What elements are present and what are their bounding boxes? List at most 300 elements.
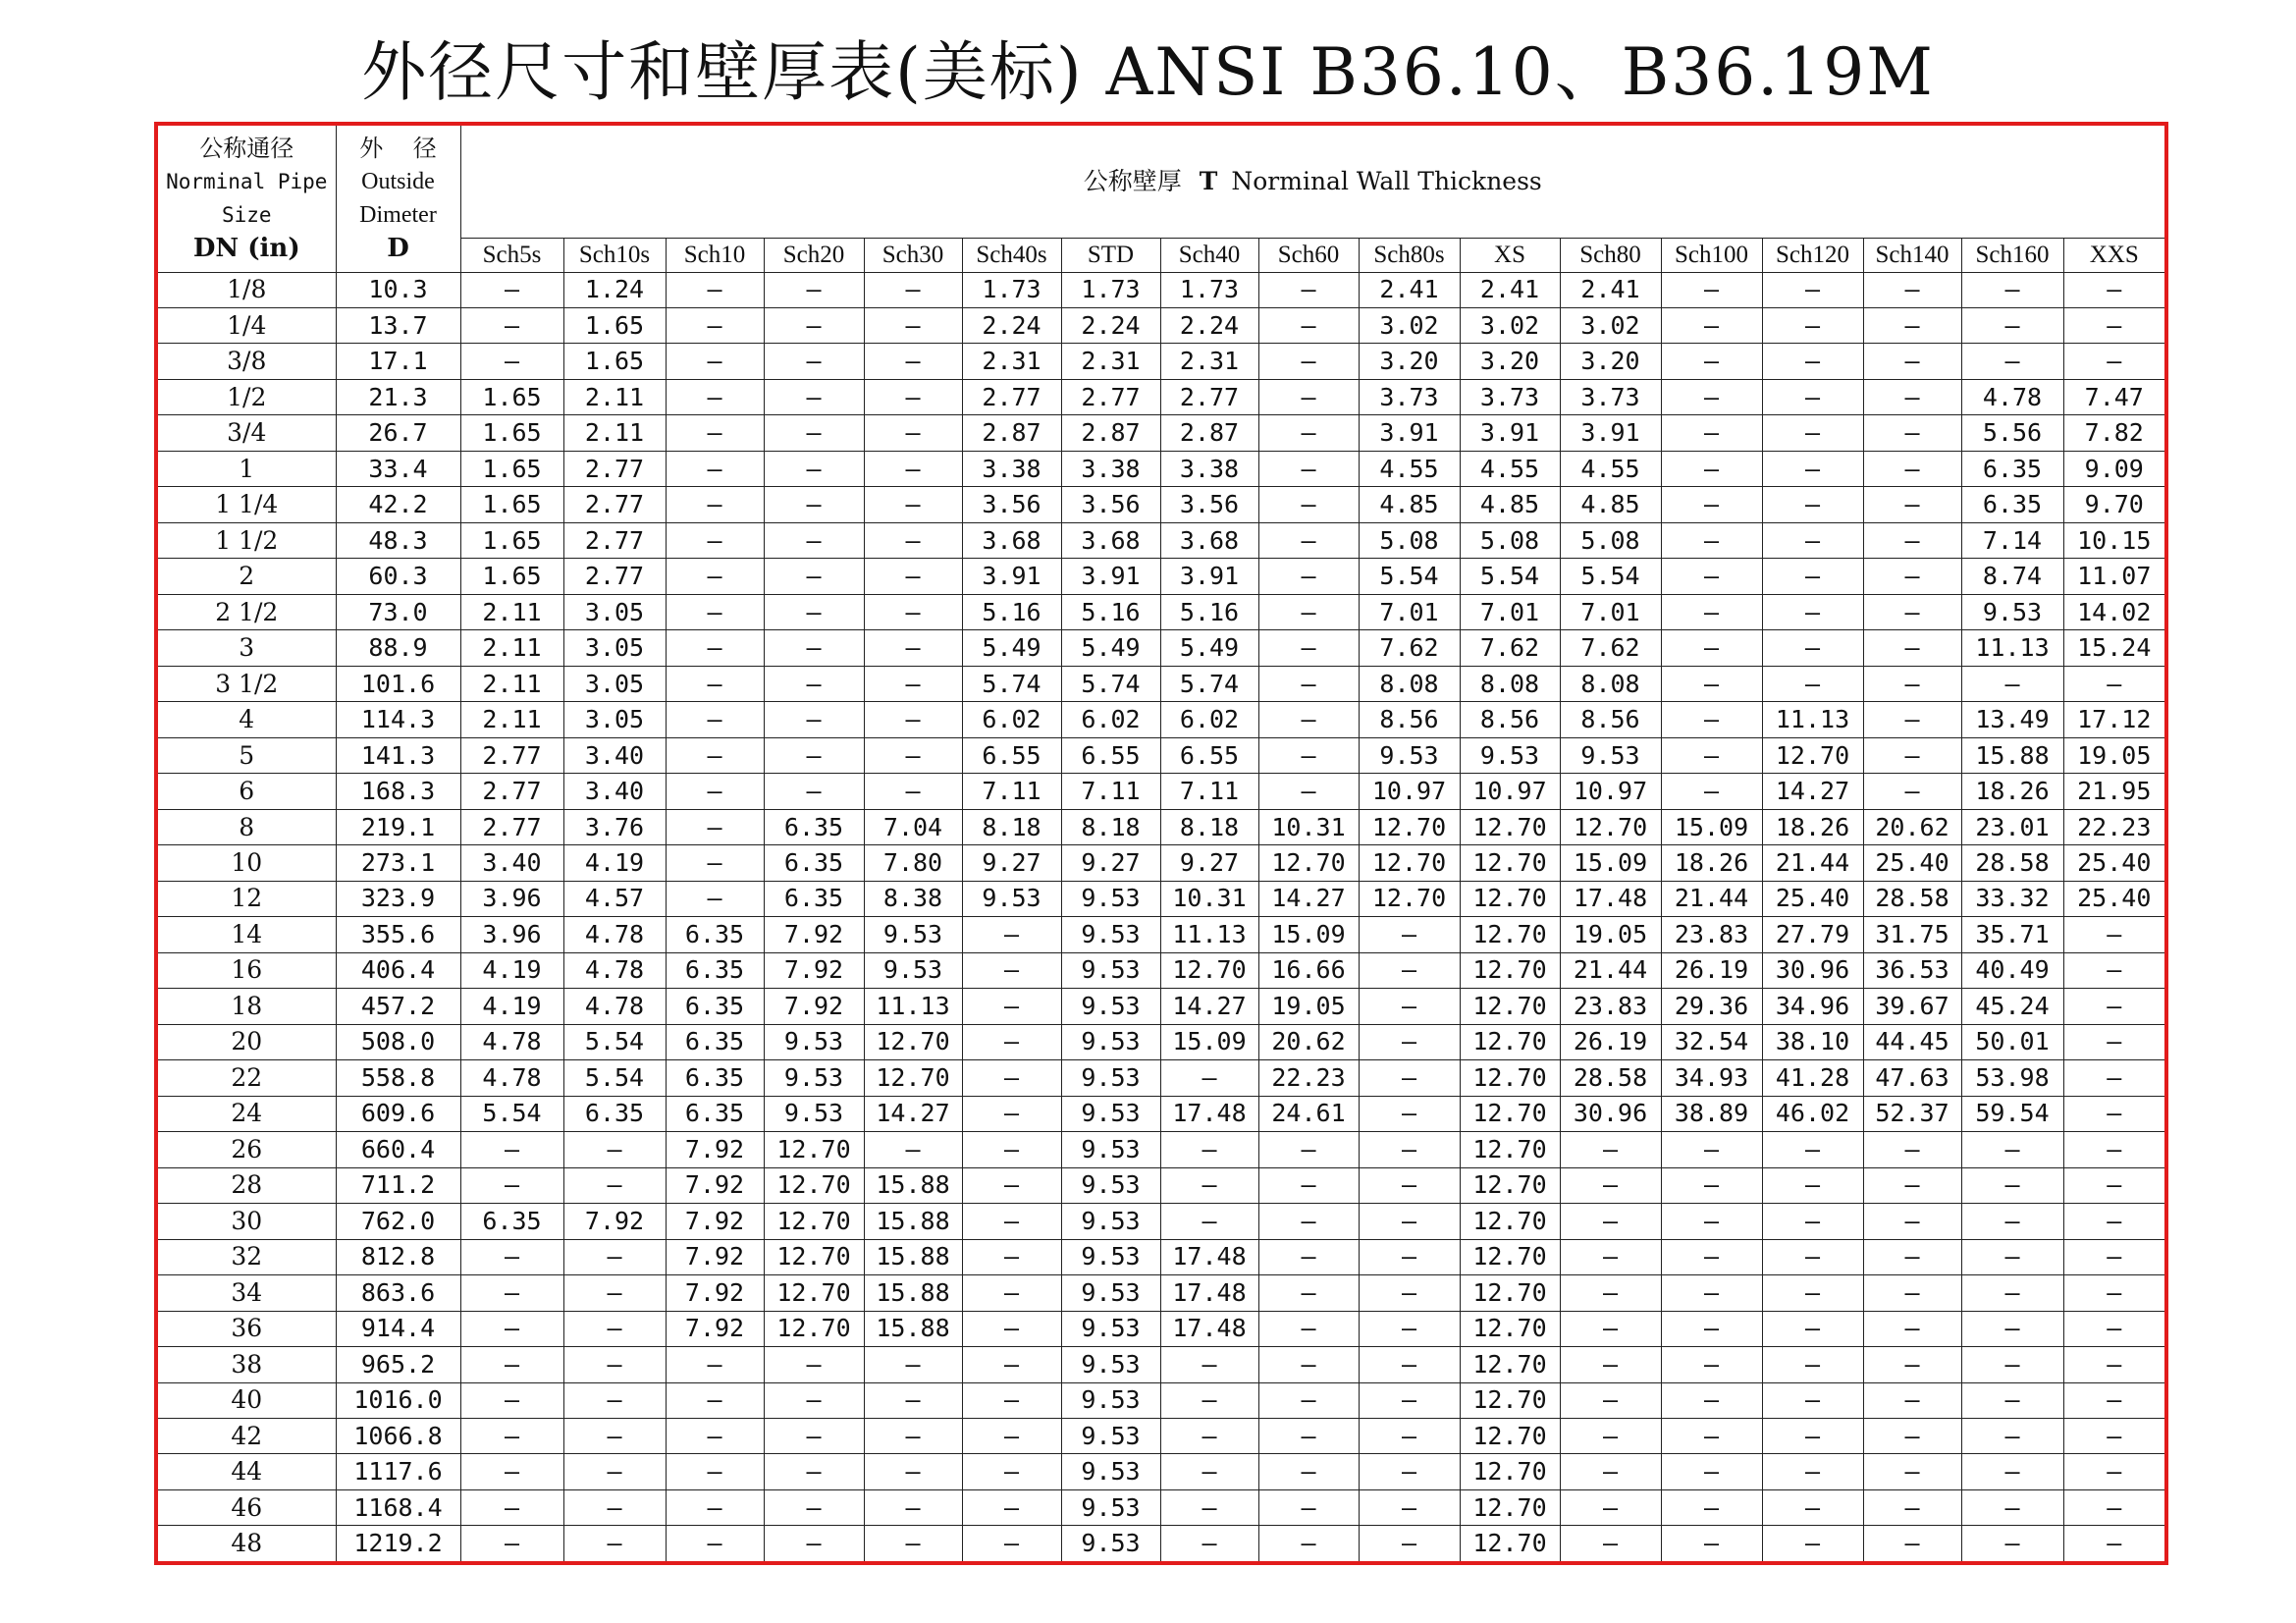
wall-thickness-cell: — <box>864 1132 962 1167</box>
wall-thickness-cell: 11.07 <box>2063 559 2164 594</box>
nominal-size-cell: 2 <box>158 559 336 594</box>
wall-thickness-cell: — <box>666 702 764 737</box>
wall-thickness-cell: — <box>1863 630 1961 666</box>
wall-thickness-cell: — <box>1258 1419 1359 1454</box>
nominal-size-cell: 24 <box>158 1096 336 1131</box>
nominal-size-cell: 1 <box>158 451 336 486</box>
wall-thickness-cell: 3.76 <box>563 809 666 844</box>
wall-thickness-cell: 12.70 <box>1359 881 1460 916</box>
wall-thickness-cell: 25.40 <box>2063 881 2164 916</box>
wall-thickness-cell: 8.18 <box>1160 809 1258 844</box>
wall-thickness-cell: 6.02 <box>1160 702 1258 737</box>
outside-diameter-cell: 1168.4 <box>336 1489 460 1525</box>
wall-thickness-cell: — <box>764 594 864 629</box>
table-row <box>158 1060 2164 1096</box>
schedule-header-cell: Sch20 <box>764 238 864 272</box>
wall-thickness-cell: 2.77 <box>563 451 666 486</box>
wall-thickness-cell: 2.24 <box>1160 307 1258 343</box>
wall-thickness-cell: 2.87 <box>962 415 1061 451</box>
wall-thickness-cell: 8.74 <box>1961 559 2063 594</box>
wall-thickness-cell: — <box>1258 379 1359 414</box>
wall-thickness-cell: 8.08 <box>1460 666 1560 701</box>
wall-thickness-cell: 7.62 <box>1359 630 1460 666</box>
wall-thickness-cell: 9.27 <box>1160 845 1258 881</box>
header-od-label: D <box>387 234 409 264</box>
wall-thickness-cell: — <box>1258 487 1359 522</box>
table-row <box>158 522 2164 558</box>
table-row <box>158 809 2164 844</box>
wall-thickness-cell: 2.11 <box>563 415 666 451</box>
wall-thickness-cell: — <box>460 1419 563 1454</box>
wall-thickness-cell: 17.48 <box>1160 1275 1258 1311</box>
wall-thickness-cell: 5.16 <box>1160 594 1258 629</box>
wall-thickness-cell: 8.56 <box>1359 702 1460 737</box>
outside-diameter-cell: 965.2 <box>336 1347 460 1382</box>
wall-thickness-cell: — <box>666 809 764 844</box>
wall-thickness-cell: 25.40 <box>1863 845 1961 881</box>
wall-thickness-cell: 3.73 <box>1460 379 1560 414</box>
header-od <box>336 126 460 272</box>
wall-thickness-cell: — <box>1359 952 1460 988</box>
outside-diameter-cell: 141.3 <box>336 737 460 773</box>
wall-thickness-cell: — <box>2063 1167 2164 1203</box>
wall-thickness-cell: 2.77 <box>1061 379 1160 414</box>
wall-thickness-cell: — <box>563 1454 666 1489</box>
wall-thickness-cell: 12.70 <box>1460 952 1560 988</box>
wall-thickness-cell: 15.24 <box>2063 630 2164 666</box>
wall-thickness-cell: — <box>1961 1311 2063 1346</box>
nominal-size-cell: 10 <box>158 845 336 881</box>
table-row <box>158 1489 2164 1525</box>
wall-thickness-cell: 12.70 <box>864 1024 962 1059</box>
nominal-size-cell: 36 <box>158 1311 336 1346</box>
wall-thickness-cell: — <box>666 487 764 522</box>
wall-thickness-cell: — <box>864 487 962 522</box>
wall-thickness-cell: 3.68 <box>962 522 1061 558</box>
wall-thickness-cell: — <box>1160 1454 1258 1489</box>
wall-thickness-cell: — <box>1762 344 1863 379</box>
wall-thickness-cell: — <box>1661 1275 1762 1311</box>
wall-thickness-cell: 18.26 <box>1661 845 1762 881</box>
wall-thickness-cell: 15.88 <box>864 1204 962 1239</box>
wall-thickness-cell: — <box>764 487 864 522</box>
wall-thickness-cell: 2.24 <box>1061 307 1160 343</box>
outside-diameter-cell: 762.0 <box>336 1204 460 1239</box>
wall-thickness-cell: 40.49 <box>1961 952 2063 988</box>
wall-thickness-cell: 3.38 <box>1061 451 1160 486</box>
header-dn-cn: 公称通径 <box>199 135 294 163</box>
wall-thickness-cell: 17.12 <box>2063 702 2164 737</box>
wall-thickness-cell: 9.53 <box>1061 989 1160 1024</box>
wall-thickness-cell: 2.11 <box>460 702 563 737</box>
wall-thickness-cell: — <box>2063 1275 2164 1311</box>
outside-diameter-cell: 73.0 <box>336 594 460 629</box>
wall-thickness-cell: — <box>2063 1060 2164 1096</box>
wall-thickness-cell: 9.53 <box>864 952 962 988</box>
wall-thickness-cell: — <box>1863 1419 1961 1454</box>
wall-thickness-cell: 5.08 <box>1560 522 1661 558</box>
wall-thickness-cell: — <box>1863 1275 1961 1311</box>
wall-thickness-cell: — <box>764 1419 864 1454</box>
wall-thickness-cell: — <box>666 344 764 379</box>
wall-thickness-cell: — <box>2063 1489 2164 1525</box>
wall-thickness-cell: 2.24 <box>962 307 1061 343</box>
wall-thickness-cell: 4.85 <box>1359 487 1460 522</box>
wall-thickness-cell: 9.53 <box>1061 952 1160 988</box>
wall-thickness-cell: — <box>1258 307 1359 343</box>
wall-thickness-cell: — <box>1863 702 1961 737</box>
wall-thickness-cell: — <box>1961 1347 2063 1382</box>
wall-thickness-cell: 2.41 <box>1460 272 1560 307</box>
wall-thickness-cell: — <box>1661 487 1762 522</box>
wall-thickness-cell: — <box>764 307 864 343</box>
wall-thickness-cell: 35.71 <box>1961 917 2063 952</box>
wall-thickness-cell: 10.97 <box>1359 774 1460 809</box>
header-wall-thickness <box>460 126 2164 238</box>
wall-thickness-cell: 1.65 <box>460 487 563 522</box>
wall-thickness-cell: 12.70 <box>1160 952 1258 988</box>
wall-thickness-cell: — <box>764 1489 864 1525</box>
wall-thickness-cell: — <box>666 630 764 666</box>
wall-thickness-cell: 6.35 <box>666 917 764 952</box>
wall-thickness-cell: — <box>864 1489 962 1525</box>
wall-thickness-cell: 12.70 <box>1460 1167 1560 1203</box>
nominal-size-cell: 14 <box>158 917 336 952</box>
wall-thickness-cell: — <box>1160 1489 1258 1525</box>
wall-thickness-cell: 3.38 <box>962 451 1061 486</box>
table-row <box>158 845 2164 881</box>
wall-thickness-cell: — <box>864 1526 962 1561</box>
wall-thickness-cell: 3.02 <box>1359 307 1460 343</box>
wall-thickness-cell: 21.44 <box>1762 845 1863 881</box>
wall-thickness-cell: — <box>666 774 764 809</box>
wall-thickness-cell: — <box>1359 1382 1460 1418</box>
wall-thickness-cell: 5.74 <box>962 666 1061 701</box>
wall-thickness-cell: — <box>1863 1132 1961 1167</box>
wall-thickness-cell: — <box>864 1419 962 1454</box>
wall-thickness-cell: — <box>666 415 764 451</box>
nominal-size-cell: 26 <box>158 1132 336 1167</box>
wall-thickness-cell: — <box>460 344 563 379</box>
wall-thickness-cell: — <box>1762 379 1863 414</box>
table-row <box>158 737 2164 773</box>
wall-thickness-cell: — <box>1661 1489 1762 1525</box>
schedule-header-cell: Sch100 <box>1661 238 1762 272</box>
wall-thickness-cell: — <box>962 1060 1061 1096</box>
wall-thickness-cell: 3.38 <box>1160 451 1258 486</box>
wall-thickness-cell: — <box>1762 1167 1863 1203</box>
wall-thickness-cell: 12.70 <box>1460 1132 1560 1167</box>
wall-thickness-cell: 3.73 <box>1359 379 1460 414</box>
wall-thickness-cell: — <box>1961 1419 2063 1454</box>
wall-thickness-cell: 2.41 <box>1359 272 1460 307</box>
wall-thickness-cell: — <box>460 1489 563 1525</box>
wall-thickness-cell: 5.08 <box>1359 522 1460 558</box>
wall-thickness-cell: 24.61 <box>1258 1096 1359 1131</box>
wall-thickness-cell: — <box>764 379 864 414</box>
wall-thickness-cell: 17.48 <box>1160 1239 1258 1274</box>
wall-thickness-cell: — <box>1863 594 1961 629</box>
wall-thickness-cell: 1.65 <box>460 379 563 414</box>
wall-thickness-cell: 2.87 <box>1160 415 1258 451</box>
wall-thickness-cell: — <box>1863 1526 1961 1561</box>
wall-thickness-cell: 12.70 <box>1460 1526 1560 1561</box>
outside-diameter-cell: 88.9 <box>336 630 460 666</box>
wall-thickness-cell: — <box>1258 272 1359 307</box>
wall-thickness-cell: — <box>1359 1239 1460 1274</box>
wall-thickness-cell: 7.92 <box>764 917 864 952</box>
wall-thickness-cell: 36.53 <box>1863 952 1961 988</box>
wall-thickness-cell: 7.92 <box>666 1167 764 1203</box>
wall-thickness-cell: — <box>460 272 563 307</box>
wall-thickness-cell: — <box>1762 307 1863 343</box>
wall-thickness-cell: — <box>1863 559 1961 594</box>
wall-thickness-cell: 4.78 <box>1961 379 2063 414</box>
wall-thickness-cell: — <box>864 774 962 809</box>
wall-thickness-cell: — <box>1560 1526 1661 1561</box>
wall-thickness-cell: 1.73 <box>1160 272 1258 307</box>
wall-thickness-cell: 7.92 <box>764 989 864 1024</box>
header-od-en2: Dimeter <box>359 202 437 229</box>
wall-thickness-cell: — <box>764 415 864 451</box>
wall-thickness-cell: 13.49 <box>1961 702 2063 737</box>
wall-thickness-cell: 6.02 <box>1061 702 1160 737</box>
wall-thickness-cell: 9.27 <box>1061 845 1160 881</box>
outside-diameter-cell: 914.4 <box>336 1311 460 1346</box>
wall-thickness-cell: 34.93 <box>1661 1060 1762 1096</box>
table-row <box>158 1454 2164 1489</box>
wall-thickness-cell: 7.82 <box>2063 415 2164 451</box>
wall-thickness-cell: — <box>1258 1167 1359 1203</box>
wall-thickness-cell: 52.37 <box>1863 1096 1961 1131</box>
wall-thickness-cell: — <box>2063 272 2164 307</box>
nominal-size-cell: 5 <box>158 737 336 773</box>
wall-thickness-cell: 9.53 <box>1061 1454 1160 1489</box>
table-row <box>158 1275 2164 1311</box>
wall-thickness-cell: 2.11 <box>460 594 563 629</box>
nominal-size-cell: 28 <box>158 1167 336 1203</box>
wall-thickness-cell: — <box>1661 737 1762 773</box>
wall-thickness-cell: — <box>666 272 764 307</box>
header-wall-t: T <box>1199 166 1218 195</box>
wall-thickness-cell: 7.04 <box>864 809 962 844</box>
wall-thickness-cell: — <box>1762 1204 1863 1239</box>
outside-diameter-cell: 863.6 <box>336 1275 460 1311</box>
table-row <box>158 1347 2164 1382</box>
wall-thickness-cell: — <box>864 415 962 451</box>
wall-thickness-cell: — <box>1560 1311 1661 1346</box>
wall-thickness-cell: — <box>1961 1239 2063 1274</box>
schedule-header-cell: Sch160 <box>1961 238 2063 272</box>
wall-thickness-cell: — <box>563 1382 666 1418</box>
wall-thickness-cell: 5.54 <box>563 1060 666 1096</box>
schedule-header-cell: Sch40s <box>962 238 1061 272</box>
nominal-size-cell: 42 <box>158 1419 336 1454</box>
wall-thickness-cell: 7.92 <box>666 1239 764 1274</box>
schedule-header-cell: Sch60 <box>1258 238 1359 272</box>
wall-thickness-cell: 6.35 <box>666 952 764 988</box>
wall-thickness-cell: — <box>1863 737 1961 773</box>
wall-thickness-cell: 3.56 <box>1160 487 1258 522</box>
wall-thickness-cell: — <box>1160 1204 1258 1239</box>
wall-thickness-cell: 12.70 <box>1460 1347 1560 1382</box>
wall-thickness-cell: 12.70 <box>764 1204 864 1239</box>
wall-thickness-cell: 26.19 <box>1661 952 1762 988</box>
outside-diameter-cell: 10.3 <box>336 272 460 307</box>
table-row <box>158 952 2164 988</box>
wall-thickness-cell: 19.05 <box>1258 989 1359 1024</box>
wall-thickness-cell: — <box>1560 1419 1661 1454</box>
wall-thickness-cell: — <box>1661 1347 1762 1382</box>
wall-thickness-cell: 6.55 <box>962 737 1061 773</box>
wall-thickness-cell: 5.74 <box>1160 666 1258 701</box>
nominal-size-cell: 48 <box>158 1526 336 1561</box>
wall-thickness-cell: 2.31 <box>1160 344 1258 379</box>
wall-thickness-cell: 3.20 <box>1460 344 1560 379</box>
wall-thickness-cell: — <box>1661 415 1762 451</box>
table-row <box>158 1382 2164 1418</box>
wall-thickness-cell: 5.49 <box>962 630 1061 666</box>
outside-diameter-cell: 168.3 <box>336 774 460 809</box>
wall-thickness-cell: 4.19 <box>460 989 563 1024</box>
table-row <box>158 1311 2164 1346</box>
nominal-size-cell: 44 <box>158 1454 336 1489</box>
wall-thickness-cell: — <box>666 1419 764 1454</box>
wall-thickness-cell: — <box>1560 1275 1661 1311</box>
wall-thickness-cell: — <box>2063 666 2164 701</box>
table-row <box>158 630 2164 666</box>
wall-thickness-cell: — <box>764 344 864 379</box>
wall-thickness-cell: 22.23 <box>1258 1060 1359 1096</box>
wall-thickness-cell: — <box>2063 989 2164 1024</box>
wall-thickness-cell: — <box>1863 451 1961 486</box>
wall-thickness-cell: — <box>1661 379 1762 414</box>
nominal-size-cell: 30 <box>158 1204 336 1239</box>
wall-thickness-cell: — <box>2063 1024 2164 1059</box>
wall-thickness-cell: 38.89 <box>1661 1096 1762 1131</box>
wall-thickness-cell: 6.55 <box>1061 737 1160 773</box>
outside-diameter-cell: 219.1 <box>336 809 460 844</box>
table-row <box>158 1167 2164 1203</box>
nominal-size-cell: 40 <box>158 1382 336 1418</box>
outside-diameter-cell: 812.8 <box>336 1239 460 1274</box>
wall-thickness-cell: — <box>1661 666 1762 701</box>
wall-thickness-cell: 12.70 <box>1460 1275 1560 1311</box>
wall-thickness-cell: 17.48 <box>1560 881 1661 916</box>
wall-thickness-cell: 1.65 <box>460 522 563 558</box>
wall-thickness-cell: — <box>1359 1526 1460 1561</box>
wall-thickness-cell: — <box>2063 1132 2164 1167</box>
wall-thickness-cell: — <box>962 1024 1061 1059</box>
nominal-size-cell: 22 <box>158 1060 336 1096</box>
wall-thickness-cell: 9.27 <box>962 845 1061 881</box>
wall-thickness-cell: — <box>563 1311 666 1346</box>
wall-thickness-cell: — <box>1762 1489 1863 1525</box>
wall-thickness-cell: — <box>1359 1204 1460 1239</box>
wall-thickness-cell: — <box>460 1311 563 1346</box>
wall-thickness-cell: 5.08 <box>1460 522 1560 558</box>
wall-thickness-cell: 12.70 <box>1460 917 1560 952</box>
wall-thickness-cell: 29.36 <box>1661 989 1762 1024</box>
wall-thickness-cell: — <box>1661 1454 1762 1489</box>
wall-thickness-cell: 9.53 <box>1061 1204 1160 1239</box>
wall-thickness-cell: — <box>864 379 962 414</box>
wall-thickness-cell: 4.19 <box>460 952 563 988</box>
wall-thickness-cell: 5.56 <box>1961 415 2063 451</box>
wall-thickness-cell: 5.54 <box>1560 559 1661 594</box>
wall-thickness-cell: 10.97 <box>1460 774 1560 809</box>
wall-thickness-cell: 3.73 <box>1560 379 1661 414</box>
wall-thickness-cell: — <box>1359 1419 1460 1454</box>
wall-thickness-cell: — <box>962 1132 1061 1167</box>
wall-thickness-cell: — <box>1863 1239 1961 1274</box>
wall-thickness-cell: — <box>666 451 764 486</box>
wall-thickness-cell: 6.35 <box>666 989 764 1024</box>
wall-thickness-cell: — <box>563 1239 666 1274</box>
wall-thickness-cell: — <box>1863 272 1961 307</box>
wall-thickness-cell: 5.16 <box>1061 594 1160 629</box>
wall-thickness-cell: 23.83 <box>1661 917 1762 952</box>
wall-thickness-cell: — <box>764 737 864 773</box>
wall-thickness-cell: 2.31 <box>1061 344 1160 379</box>
wall-thickness-cell: 8.18 <box>962 809 1061 844</box>
wall-thickness-cell: — <box>764 1347 864 1382</box>
wall-thickness-cell: — <box>1762 1419 1863 1454</box>
wall-thickness-cell: 50.01 <box>1961 1024 2063 1059</box>
wall-thickness-cell: — <box>1258 594 1359 629</box>
wall-thickness-cell: 3.68 <box>1061 522 1160 558</box>
wall-thickness-cell: 2.77 <box>563 522 666 558</box>
wall-thickness-cell: — <box>1661 774 1762 809</box>
wall-thickness-cell: 45.24 <box>1961 989 2063 1024</box>
wall-thickness-cell: — <box>1258 522 1359 558</box>
wall-thickness-cell: 1.65 <box>460 451 563 486</box>
nominal-size-cell: 1/4 <box>158 307 336 343</box>
table-row <box>158 1132 2164 1167</box>
wall-thickness-cell: 9.53 <box>1061 1419 1160 1454</box>
wall-thickness-cell: — <box>1661 594 1762 629</box>
wall-thickness-cell: — <box>1560 1204 1661 1239</box>
wall-thickness-cell: 9.70 <box>2063 487 2164 522</box>
wall-thickness-cell: 15.09 <box>1258 917 1359 952</box>
wall-thickness-cell: 3.05 <box>563 594 666 629</box>
wall-thickness-cell: — <box>1160 1382 1258 1418</box>
outside-diameter-cell: 1016.0 <box>336 1382 460 1418</box>
header-od-en1: Outside <box>361 169 435 195</box>
wall-thickness-cell: 33.32 <box>1961 881 2063 916</box>
wall-thickness-cell: 4.55 <box>1359 451 1460 486</box>
wall-thickness-cell: — <box>1258 415 1359 451</box>
wall-thickness-cell: — <box>1258 1382 1359 1418</box>
wall-thickness-cell: — <box>666 379 764 414</box>
wall-thickness-cell: — <box>1762 1454 1863 1489</box>
wall-thickness-cell: — <box>1661 1382 1762 1418</box>
nominal-size-cell: 20 <box>158 1024 336 1059</box>
wall-thickness-cell: 18.26 <box>1762 809 1863 844</box>
wall-thickness-cell: 14.27 <box>1762 774 1863 809</box>
wall-thickness-cell: — <box>962 1347 1061 1382</box>
wall-thickness-cell: 4.78 <box>563 989 666 1024</box>
wall-thickness-cell: — <box>962 1454 1061 1489</box>
wall-thickness-cell: 9.53 <box>1061 1167 1160 1203</box>
wall-thickness-cell: — <box>864 1382 962 1418</box>
wall-thickness-cell: 3.91 <box>1460 415 1560 451</box>
wall-thickness-cell: — <box>1762 415 1863 451</box>
wall-thickness-cell: — <box>764 702 864 737</box>
wall-thickness-cell: — <box>2063 307 2164 343</box>
wall-thickness-cell: — <box>666 1347 764 1382</box>
wall-thickness-cell: — <box>563 1489 666 1525</box>
